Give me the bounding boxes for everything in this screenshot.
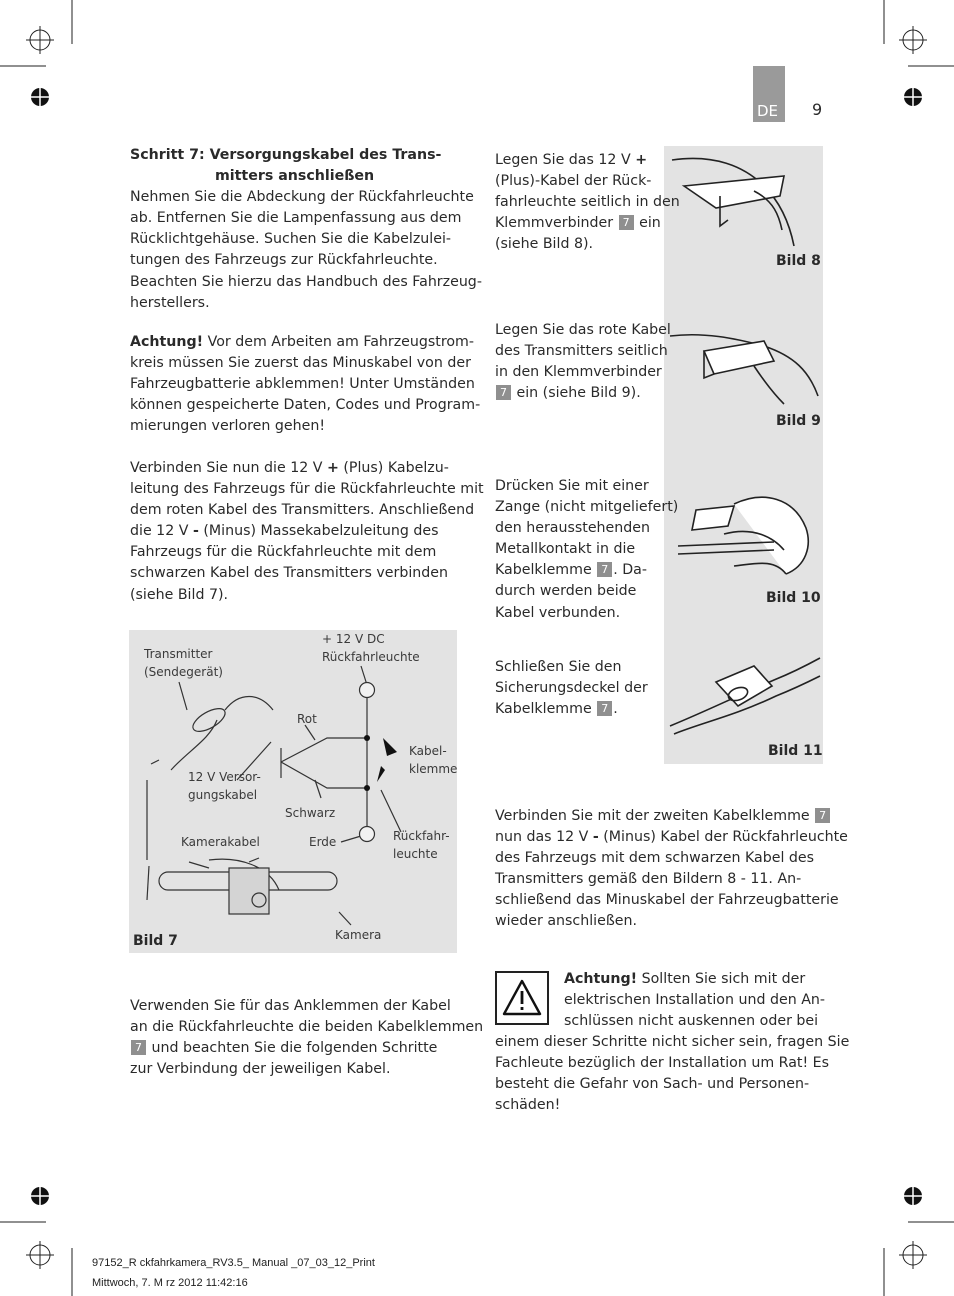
plus-sign: + — [326, 460, 339, 476]
connect-text-4c: (Minus) Massekabelzuleitung des — [198, 523, 439, 540]
second-text-3: des Fahrzeugs mit dem schwarzen Kabel des — [495, 850, 815, 867]
figures-8-11-panel — [664, 146, 823, 764]
label-transmitter — [144, 645, 223, 681]
step-heading — [130, 145, 482, 166]
warning-text-2: kreis müssen Sie zuerst das Minuskabel von der — [130, 355, 471, 372]
label-versorgung-2: gungskabel — [188, 788, 258, 802]
label-schwarz: Schwarz — [285, 806, 336, 820]
step-text-4: tungen des Fahrzeugs zur Rückfahrleuchte. — [130, 252, 438, 269]
s10-text-2: Zange (nicht mitgeliefert) — [495, 499, 679, 516]
s9-text-4: ein (siehe Bild 9). — [512, 385, 641, 402]
step-title-2: mitters anschließen — [215, 168, 375, 185]
s8-text-5: (siehe Bild 8). — [495, 236, 594, 253]
step-11-text — [495, 657, 648, 720]
s9-text-1: Legen Sie das rote Kabel — [495, 322, 671, 338]
s11-text-3b: . — [613, 701, 618, 718]
second-clamp-paragraph — [495, 806, 848, 933]
caution-text-2: elektrischen Installation und den An- — [564, 992, 826, 1009]
step-text-5: Beachten Sie hierzu das Handbuch des Fahrzeug- — [130, 273, 482, 290]
caution-text-1: Sollten Sie sich mit der — [637, 971, 806, 987]
step-text-3: Rücklichtgehäuse. Suchen Sie die Kabelzulei- — [130, 231, 452, 248]
label-kabelklemme — [409, 742, 457, 778]
step-text-2: ab. Entfernen Sie die Lampenfassung aus dem — [130, 210, 462, 227]
s11-text-1: Schließen Sie den — [495, 659, 622, 675]
s9-text-2: des Transmitters seitlich — [495, 343, 668, 360]
s8-plus: + — [635, 152, 648, 168]
figure-10-label: Bild 10 — [766, 590, 821, 606]
usage-text-1: Verwenden Sie für das Anklemmen der Kabel — [130, 998, 451, 1014]
step-7-section — [130, 145, 482, 314]
s10-text-5a: Kabelklemme — [495, 562, 597, 579]
s8-text-3: fahrleuchte seitlich in den — [495, 194, 680, 211]
s11-part-badge: 7 — [597, 701, 612, 716]
second-minus: - — [592, 829, 599, 846]
connect-text-2: leitung des Fahrzeugs für die Rückfahrleuchte mit — [130, 481, 484, 498]
label-rot: Rot — [297, 712, 317, 726]
s8-text-2: (Plus)-Kabel der Rück- — [495, 173, 652, 190]
s10-text-3: den herausstehenden — [495, 520, 650, 537]
warning-triangle-icon — [502, 979, 542, 1017]
figure-7-wiring-diagram — [129, 630, 457, 953]
print-slug-line-1: 97152_R ckfahrkamera_RV3.5_ Manual _07_03_12_Print — [92, 1257, 375, 1269]
s8-text-1a: Legen Sie das 12 V — [495, 152, 636, 168]
s10-text-7: Kabel verbunden. — [495, 604, 621, 621]
s10-text-1: Drücken Sie mit einer — [495, 478, 649, 494]
connect-text-1a: Verbinden Sie nun die 12 V — [130, 460, 327, 476]
connect-text-1c: (Plus) Kabelzu- — [338, 460, 449, 476]
step-title-1: Versorgungskabel des Trans- — [209, 147, 442, 163]
step-text-6: herstellers. — [130, 294, 210, 311]
clamp-illustrations — [664, 146, 823, 764]
s10-text-4: Metallkontakt in die — [495, 541, 636, 558]
second-text-1a: Verbinden Sie mit der zweiten Kabelklemme — [495, 808, 815, 824]
page-number: 9 — [812, 100, 823, 119]
step-10-text — [495, 476, 678, 624]
connect-text-6: schwarzen Kabel des Transmitters verbinden — [130, 565, 449, 582]
caution-label: Achtung! — [564, 971, 638, 987]
second-text-2c: (Minus) Kabel der Rückfahrleuchte — [598, 829, 848, 846]
s8-part-badge: 7 — [619, 215, 634, 230]
usage-paragraph — [130, 996, 483, 1080]
label-erde: Erde — [309, 835, 337, 849]
caution-text-7: schäden! — [495, 1097, 561, 1114]
figure-11-label: Bild 11 — [768, 743, 823, 759]
s9-text-3: in den Klemmverbinder — [495, 364, 662, 381]
usage-text-3: und beachten Sie die folgenden Schritte — [147, 1040, 438, 1057]
s10-part-badge: 7 — [597, 562, 612, 577]
label-kabelklemme-1: Kabel- — [409, 744, 447, 758]
second-text-2a: nun das 12 V — [495, 829, 593, 846]
usage-text-4: zur Verbindung der jeweiligen Kabel. — [130, 1061, 391, 1078]
connect-text-3: dem roten Kabel des Transmitters. Anschließend — [130, 502, 475, 519]
connect-text-7: (siehe Bild 7). — [130, 586, 229, 603]
second-part-badge: 7 — [815, 808, 830, 823]
figure-9-label: Bild 9 — [776, 413, 821, 429]
warning-label: Achtung! — [130, 334, 204, 350]
s11-text-3a: Kabelklemme — [495, 701, 597, 718]
step-label: Schritt 7: — [130, 147, 205, 163]
label-transmitter-1: Transmitter — [144, 647, 213, 661]
warning-paragraph — [130, 332, 480, 437]
warning-text-3: Fahrzeugbatterie abklemmen! Unter Umständen — [130, 376, 475, 393]
language-tab-label: DE — [757, 102, 779, 120]
s10-text-5b: . Da- — [613, 562, 647, 579]
label-kamerakabel: Kamerakabel — [181, 835, 260, 849]
connect-paragraph — [130, 458, 484, 606]
s10-text-6: durch werden beide — [495, 583, 637, 600]
label-transmitter-2: (Sendegerät) — [144, 665, 223, 679]
label-rueckfahr-2: leuchte — [393, 847, 438, 861]
part-number-badge: 7 — [131, 1040, 146, 1055]
second-text-5: schließend das Minuskabel der Fahrzeugbatterie — [495, 892, 839, 909]
s8-text-4b: ein — [634, 215, 661, 232]
connect-text-5: Fahrzeugs für die Rückfahrleuchte mit dem — [130, 544, 437, 561]
warning-sign-box — [495, 971, 549, 1025]
step-8-text — [495, 150, 680, 255]
caution-text-4: einem dieser Schritte nicht sicher sein, fragen Sie — [495, 1034, 850, 1050]
caution-text-3: schlüssen nicht auskennen oder bei — [564, 1013, 819, 1030]
step-9-text — [495, 320, 671, 404]
s8-text-4a: Klemmverbinder — [495, 215, 618, 232]
warning-text-5: mierungen verloren gehen! — [130, 418, 326, 435]
figure-8-label: Bild 8 — [776, 253, 821, 269]
caution-paragraph-bottom — [495, 1032, 849, 1116]
label-rueckfahr-1: Rückfahr- — [393, 829, 450, 843]
minus-sign: - — [192, 523, 199, 540]
warning-text-1: Vor dem Arbeiten am Fahrzeugstrom- — [203, 334, 474, 350]
label-versorgung — [188, 768, 261, 804]
language-tab — [753, 66, 785, 122]
connect-text-4a: die 12 V — [130, 523, 193, 540]
label-versorgung-1: 12 V Versor- — [188, 770, 261, 784]
warning-text-4: können gespeicherte Daten, Codes und Program- — [130, 397, 481, 414]
label-dc-1: + 12 V DC — [322, 632, 385, 646]
usage-text-2: an die Rückfahrleuchte die beiden Kabelklemmen — [130, 1019, 484, 1036]
label-kabelklemme-2: klemme — [409, 762, 458, 776]
s9-part-badge: 7 — [496, 385, 511, 400]
caution-paragraph-top — [564, 969, 825, 1032]
figure-7-label: Bild 7 — [133, 933, 178, 949]
second-text-6: wieder anschließen. — [495, 913, 637, 930]
s11-text-2: Sicherungsdeckel der — [495, 680, 648, 697]
print-slug-line-2: Mittwoch, 7. M rz 2012 11:42:16 — [92, 1277, 248, 1289]
caution-text-6: besteht die Gefahr von Sach- und Personen- — [495, 1076, 810, 1093]
label-kamera: Kamera — [335, 928, 382, 942]
label-rueckfahrleuchte — [393, 827, 450, 863]
step-text-1: Nehmen Sie die Abdeckung der Rückfahrleuchte — [130, 189, 474, 206]
label-dc — [322, 630, 420, 666]
caution-text-5: Fachleute bezüglich der Installation um Rat! Es — [495, 1055, 830, 1072]
second-text-4: Transmitters gemäß den Bildern 8 - 11. An- — [495, 871, 802, 888]
label-dc-2: Rückfahrleuchte — [322, 650, 420, 664]
